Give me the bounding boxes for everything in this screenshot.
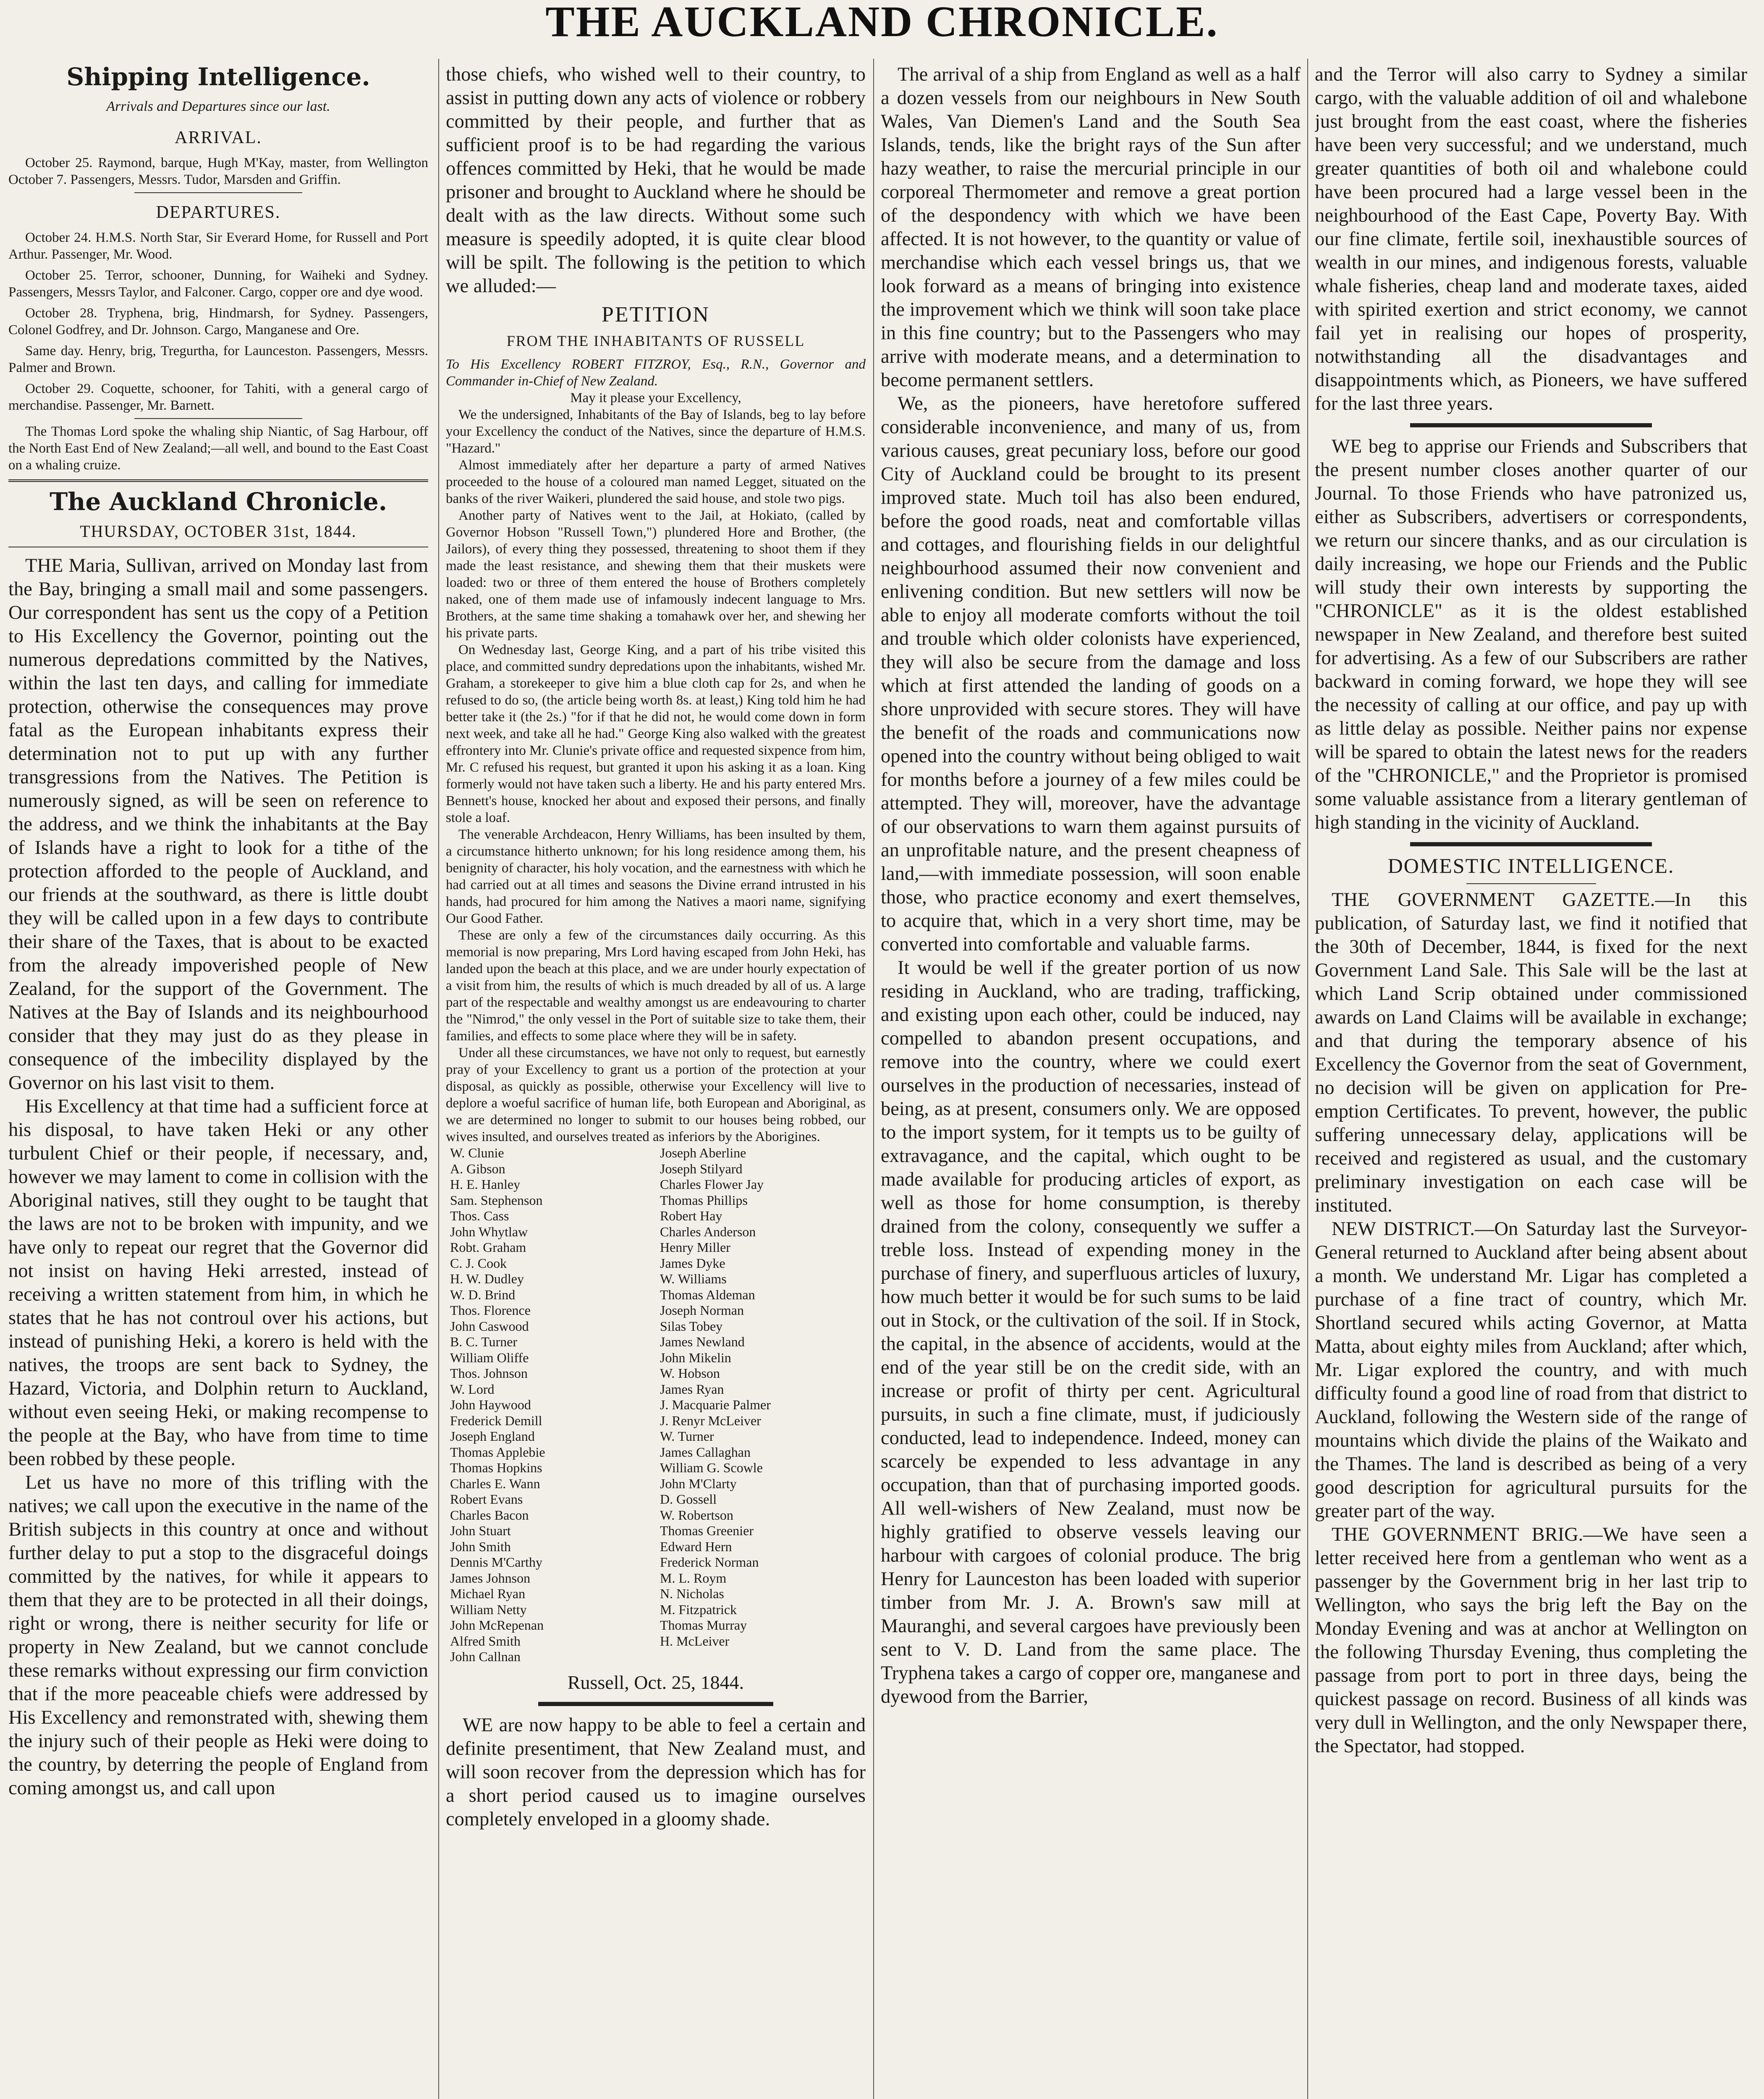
news-item-lead: THE GOVERNMENT GAZETTE.— (1332, 889, 1675, 911)
signatory-name: Robert Hay (660, 1208, 722, 1223)
signatory-name: Joseph Norman (660, 1303, 744, 1318)
signatory-name: N. Nicholas (660, 1586, 724, 1601)
signatory-name: Thomas Phillips (660, 1192, 748, 1208)
signatory-name: John Callnan (450, 1649, 521, 1664)
petition-from: FROM THE INHABITANTS OF RUSSELL (506, 332, 805, 349)
domestic-title: DOMESTIC INTELLIGENCE. (1387, 854, 1675, 877)
signatory-name: John McRepenan (450, 1617, 544, 1633)
editorial-paragraph: Let us have no more of this trifling with the natives; we call upon the executive in the name of the British subjects in this country at once and without further delay to put a stop to the disgraceful doings committed by the natives, for while it appears to them that they are to be protected in all their doings, right or wrong, there is neither security for life or property in New Zealand, but we cannot conclude these remarks without expressing our firm conviction that if the more peaceable chiefs were addressed by His Excellency and remonstrated with, shewing them the injury such of their people as Heki were doing to the country, by deterring the people of England from coming amongst us, and call upon (8, 1472, 428, 1799)
editorial-paragraph: The arrival of a ship from England as well as a half a dozen vessels from our neighbours in New South Wales, Van Diemen's Land and the South Sea Islands, tends, like the bright rays of the Sun after hazy weather, to raise the mercurial principle in our corporeal Thermometer and remove a great portion of the despondency with which we have been affected. It is not however, to the quantity or value of merchandise which each vessel brings us, that we look forward as a means of bringing into existence the improvement which we think will soon take place in this fine country; but to the Passengers who may arrive with moderate means, and a determination to become permanent settlers. (881, 64, 1301, 391)
editorial-paragraph: THE Maria, Sullivan, arrived on Monday last from the Bay, bringing a small mail and some passengers. Our correspondent has sent us the copy of a Petition to His Excellency the Governor, pointing out the numerous depredations committed by the Natives, within the last ten days, and calling for immediate protection, otherwise the consequences may prove fatal as the European inhabitants express their determination not to put up with any further transgressions from the Natives. The Petition is numerously signed, as will be seen on reference to the address, and we think the inhabitants at the Bay of Islands have a right to look for a tithe of the protection afforded to the people of Auckland, and our friends at the southward, as there is little doubt they will be called upon in a few days to contribute their share of the Taxes, that is about to be exacted from the already impoverished people of New Zealand, for the support of the Government. The Natives at the Bay of Islands and its neighbourhood consider that they may just do as they please in consequence of the imbecility displayed by the Governor on his last visit to them. (8, 555, 428, 1094)
signatory-name: William Oliffe (450, 1350, 529, 1365)
column-4 (1315, 63, 1747, 2099)
signatory-name: Silas Tobey (660, 1318, 723, 1334)
petition-paragraph: Almost immediately after her departure a party of armed Natives proceeded to the house of a coloured man named Legget, situated on the banks of the river Waikeri, plundered the said house, and stole two pigs. (446, 458, 866, 506)
signatory-name: Michael Ryan (450, 1586, 526, 1601)
signatory-name: Robert Evans (450, 1492, 523, 1507)
signatory-name: H. W. Dudley (450, 1271, 524, 1286)
signatory-name: Edward Hern (660, 1539, 732, 1554)
petition-paragraph: Another party of Natives went to the Jail, at Hokiato, (called by Governor Hobson "Russell Town,") plundered Hore and Brother, (the Jailors), of every thing they possessed, threatening to shoot them if they made the least resistance, and shewing them that their muskets were loaded: two or three of them entered the house of Brothers completely naked, one of them made use of infamously indecent language to Mrs. Brothers, at the same time shaking a tomahawk over her, and shewing her his private parts. (446, 508, 866, 641)
signatory-name: D. Gossell (660, 1492, 717, 1507)
petition-paragraph: These are only a few of the circumstances daily occurring. As this memorial is now preparing, Mrs Lord having escaped from John Heki, has landed upon the beach at this place, and we are under hourly expectation of a visit from him, the results of which is much dreaded by all of us. A large part of the respectable and wealthy amongst us are endeavouring to charter the "Nimrod," the only vessel in the Port of suitable size to take them, their families, and effects to some place where they will be in safety. (446, 928, 866, 1044)
signatory-name: Thos. Cass (450, 1208, 509, 1223)
signatory-name: Charles Anderson (660, 1224, 756, 1239)
paper-title: The Auckland Chronicle. (50, 487, 387, 516)
news-item-text: We have seen a letter received here from a gentleman who went as a passenger by the Government brig in her last trip to Wellington, who says the brig left the Bay on the Monday Evening and was at anchor at Wellington on the following Thursday Evening, thus completing the passage from port to port in three days, being the quickest passage on record. Business of all kinds was very dull in Wellington, and the only Newspaper there, the Spectator, had stopped. (1315, 1524, 1747, 1757)
signatory-name: Charles Flower Jay (660, 1177, 764, 1192)
signatory-name: W. D. Brind (450, 1287, 516, 1302)
signatory-name: Charles Bacon (450, 1507, 529, 1523)
signatory-name: Thos. Florence (450, 1303, 531, 1318)
signatory-name: Thomas Greenier (660, 1523, 754, 1538)
signatory-name: James Callaghan (660, 1444, 751, 1460)
petition-title: PETITION (602, 303, 710, 327)
departure-entry: October 24. H.M.S. North Star, Sir Everard Home, for Russell and Port Arthur. Passenger, Mr. Wood. (8, 230, 428, 262)
signatory-name: Thomas Aldeman (660, 1287, 755, 1302)
editorial-paragraph: His Excellency at that time had a sufficient force at his disposal, to have taken Heki or any other turbulent Chief or their people, if necessary, and, however we may lament to come in collision with the Aboriginal natives, still they ought to be taught that the laws are not to be broken with impunity, and we have only to repeat our regret that the Governor did not insist on having Heki arrested, instead of receiving a written statement from him, in which he states that he has not controul over his actions, but instead of punishing Heki, a korero is held with the natives, the troops are sent back to Sydney, the Hazard, Victoria, and Dolphin return to Auckland, without even seeing Heki, or making recompense to the people at the Bay, who have from time to time been robbed by these people. (8, 1096, 428, 1470)
signatory-name: John Caswood (450, 1318, 529, 1334)
signatory-name: Thomas Murray (660, 1617, 747, 1633)
signatory-name: John Mikelin (660, 1350, 731, 1365)
section-rule (8, 479, 428, 482)
news-item-lead: THE GOVERNMENT BRIG.— (1332, 1524, 1603, 1545)
column-rule (1307, 59, 1308, 2099)
signatory-name: John Whytlaw (450, 1224, 528, 1239)
signatory-name: Joseph England (450, 1429, 535, 1444)
signatory-name: M. L. Roym (660, 1570, 727, 1586)
signatory-name: W. Robertson (660, 1507, 733, 1523)
column-3 (881, 63, 1301, 2099)
editorial-paragraph: It would be well if the greater portion of us now residing in Auckland, who are trading, trafficking, and existing upon each other, could be induced, nay compelled to abandon present occupations, and remove into the country, where we could exert ourselves in the production of necessaries, instead of being, as at present, consumers only. We are opposed to the import system, for it tempts us to be guilty of extravagance, and the capital, which ought to be made available for producing articles of export, as well as those for home consumption, is thereby drained from the colony, consequently we suffer a treble loss. Instead of expending money in the purchase of finery, and superfluous articles of luxury, how much better it would be for such sums to be laid out in Stock, or the cultivation of the soil. If in Stock, the capital, in the absence of accidents, would at the end of the year still be on the credit side, with an increase or profit of thirty per cent. Agricultural pursuits, in such a fine climate, must, if judiciously conducted, lead to independence. Indeed, money can scarcely be expended to less advantage in any occupation, than that of purchasing imported goods. All well-wishers of New Zealand, must now be highly gratified to observe vessels leaving our harbour with cargoes of colonial produce. The brig Henry for Launceston has been loaded with superior timber from Mr. J. A. Brown's saw mill at Mauranghi, and several cargoes have previously been sent to V. D. Land from the same place. The Tryphena takes a cargo of copper ore, manganese and dyewood from the Barrier, (881, 957, 1301, 1707)
signatory-name: William Netty (450, 1602, 527, 1617)
signatory-name: Charles E. Wann (450, 1476, 540, 1491)
signatory-name: William G. Scowle (660, 1460, 763, 1475)
signatory-name: W. Clunie (450, 1145, 504, 1160)
signatory-name: Henry Miller (660, 1240, 730, 1255)
signatory-name: John M'Clarty (660, 1476, 737, 1491)
departure-entry: October 28. Tryphena, brig, Hindmarsh, for Sydney. Passengers, Colonel Godfrey, and Dr. Johnson. Cargo, Manganese and Ore. (8, 306, 428, 338)
arrival-entry: October 25. Raymond, barque, Hugh M'Kay, master, from Wellington October 7. Passengers, Messrs. Tudor, Marsden and Griffin. (8, 155, 428, 187)
notice-paragraph: WE beg to apprise our Friends and Subscribers that the present number closes another quarter of our Journal. To those Friends who have patronized us, either as Subscribers, advertisers or correspondents, we return our sincere thanks, and as our circulation is daily increasing, we hope our Friends and the Public will study their own interests by supporting the "CHRONICLE" as it is the oldest established newspaper in New Zealand, and therefore best suited for advertising. As a few of our Subscribers are rather backward in coming forward, we hope they will see the necessity of calling at our office, and pay up with as little delay as possible. Neither pains nor expense will be spared to obtain the latest news for the readers of the "CHRONICLE," and the Proprietor is promised some valuable assistance from a literary gentleman of high standing in the vicinity of Auckland. (1315, 436, 1747, 833)
signatory-name: Joseph Aberline (660, 1145, 746, 1160)
departure-entry: October 25. Terror, schooner, Dunning, for Waiheki and Sydney. Passengers, Messrs Taylor, and Falconer. Cargo, copper ore and dye wood. (8, 268, 428, 300)
signatory-name: J. Macquarie Palmer (660, 1397, 771, 1412)
news-item-lead: NEW DISTRICT.— (1332, 1218, 1494, 1240)
shipping-title: Shipping Intelligence. (66, 63, 370, 91)
signatory-name: Frederick Demill (450, 1413, 542, 1428)
petition-paragraph: The venerable Archdeacon, Henry Williams, has been insulted by them, a circumstance hitherto unknown; for his long residence among them, his benignity of character, his holy vocation, and the earnestness with which he had carried out at all times and seasons the Divine errand intrusted in his hands, had procured for him among the Natives a maori name, signifying Our Good Father. (446, 827, 866, 926)
whaling-note: The Thomas Lord spoke the whaling ship Niantic, of Sag Harbour, off the North East End of New Zealand;—all well, and bound to the East Coast on a whaling cruize. (8, 424, 428, 473)
petition-address: To His Excellency ROBERT FITZROY, Esq., R.N., Governor and Commander in-Chief of New Zealand. (446, 357, 866, 389)
signatory-name: C. J. Cook (450, 1255, 507, 1271)
signatory-name: James Ryan (660, 1381, 724, 1397)
column-1 (8, 63, 428, 2099)
dateline: THURSDAY, OCTOBER 31st, 1844. (8, 520, 428, 547)
signatories-left (446, 1145, 656, 1665)
signatory-name: James Dyke (660, 1255, 725, 1271)
editorial (8, 554, 428, 1800)
column-2 (446, 63, 866, 2099)
signatory-name: H. McLeiver (660, 1633, 730, 1649)
divider (134, 192, 302, 193)
signatory-name: A. Gibson (450, 1161, 505, 1176)
departure-entry: October 29. Coquette, schooner, for Tahiti, with a general cargo of merchandise. Passenger, Mr. Barnett. (8, 381, 428, 413)
signatory-name: Alfred Smith (450, 1633, 521, 1649)
signatory-name: Dennis M'Carthy (450, 1555, 542, 1570)
signatory-name: Sam. Stephenson (450, 1192, 543, 1208)
editorial (881, 63, 1301, 1709)
arrival-heading: ARRIVAL. (175, 128, 262, 147)
signatory-name: M. Fitzpatrick (660, 1602, 737, 1617)
departures-heading: DEPARTURES. (156, 203, 281, 222)
news-item-text: On Saturday last the Surveyor-General returned to Auckland after being absent about a month. We understand Mr. Ligar has completed a purchase of a fine tract of country, which Mr. Shortland secured whils acting Governor, at Matta Matta, about eighty miles from Auckland; after which, Mr. Ligar explored the country, and with much difficulty found a good line of road from that district to Auckland, following the Western side of the range of mountains which divide the plains of the Waikato and the Thames. The land is described as being of a very good description for agricultural pursuits for the greater part of the way. (1315, 1218, 1747, 1522)
petition-body (446, 406, 866, 1145)
signatory-name: W. Turner (660, 1429, 714, 1444)
departure-entry: Same day. Henry, brig, Tregurtha, for Launceston. Passengers, Messrs. Palmer and Brown. (8, 343, 428, 375)
column-rule (438, 59, 439, 2099)
signatory-name: W. Hobson (660, 1366, 720, 1381)
signatory-name: Thos. Johnson (450, 1366, 528, 1381)
signatory-name: W. Lord (450, 1381, 495, 1397)
signatory-name: John Stuart (450, 1523, 511, 1538)
signatories-right (656, 1145, 866, 1665)
news-item-text: In this publication, of Saturday last, we find it notified that the 30th of December, 1844, is fixed for the next Government Land Sale. This Sale will be the last at which Land Scrip obtained under commissioned awards on Land Claims will be available in exchange; and that during the temporary absence of his Excellency the Governor from the seat of Government, no decision will be given on application for Pre-emption Certificates. To prevent, however, the public suffering unnecessary delay, applications will be received and registered as usual, and the customary preliminary investigation on each case will be instituted. (1315, 889, 1747, 1216)
signatory-name: H. E. Hanley (450, 1177, 521, 1192)
signatory-name: W. Williams (660, 1271, 727, 1286)
section-rule (1410, 842, 1652, 846)
signatory-name: Frederick Norman (660, 1555, 759, 1570)
petition-paragraph: We the undersigned, Inhabitants of the Bay of Islands, beg to lay before your Excellency the conduct of the Natives, since the departure of H.M.S. "Hazard." (446, 407, 866, 456)
shipping-subtitle: Arrivals and Departures since our last. (106, 99, 330, 114)
petition-paragraph: On Wednesday last, George King, and a part of his tribe visited this place, and committed sundry depredations upon the inhabitants, wished Mr. Graham, a storekeeper to give him a blue cloth cap for 2s, and when he refused to do so, (the article being worth 8s. at least,) King told him he had better take it (the 2s.) "for if that he did not, he would come down in form next week, and take all he had." George King also walked with the greatest effrontery into Mr. Clunie's private office and requested sixpence from him, Mr. C refused his request, but granted it upon his asking it as a loan. King formerly would not have taken such a liberty. He and his party entered Mrs. Bennett's house, knocked her about and exposed their persons, and finally stole a loaf. (446, 642, 866, 825)
signatory-name: Thomas Applebie (450, 1444, 545, 1460)
signatory-name: James Newland (660, 1334, 745, 1349)
news-item (1315, 1217, 1747, 1523)
editorial-paragraph: and the Terror will also carry to Sydney a similar cargo, with the valuable addition of oil and whalebone just brought from the east coast, where the fisheries have been very successful; and we understand, much greater quantities of both oil and whalebone could have been procured had a large vessel been in the neighbourhood of the East Cape, Poverty Bay. With our fine climate, fertile soil, inexhaustible sources of wealth in our mines, and indigenous forests, valuable whale fisheries, cheap land and moderate taxes, aided with spirited exertion and strict economy, we cannot fail yet in realising our hopes of prosperity, notwithstanding all the disadvantages and disappointments which, as Pioneers, we have suffered for the last three years. (1315, 64, 1747, 414)
signatory-name: John Haywood (450, 1397, 531, 1412)
signatory-name: John Smith (450, 1539, 511, 1554)
editorial-paragraph: We, as the pioneers, have heretofore suffered considerable inconvenience, and many of us, from various causes, great pecuniary loss, before our good City of Auckland could be brought to its present improved state. Much toil has also been endured, before the good roads, neat and comfortable villas and cottages, and flourishing fields in our delightful neighbourhood assumed their now convenient and enlivening condition. But new settlers will now be able to enjoy all moderate comforts without the toil and trouble which older colonists have experienced, they will also be secure from the damage and loss which at first attended the landing of goods on a shore unprovided with secure stores. They will have the benefit of the roads and communications now opened into the country without being obliged to wait for months before a journey of a few miles could be attempted. They will, moreover, have the advantage of our observations to warn them against pursuits of an unprofitable nature, and the present cheapness of land,—with immediate possession, will soon enable those, who practice economy and exert themselves, to acquire that, which in a very short time, may be converted into comfortable and valuable farms. (881, 393, 1301, 955)
signatories (446, 1145, 866, 1665)
divider (1466, 883, 1596, 884)
news-item (1315, 1523, 1747, 1758)
news-item (1315, 888, 1747, 1217)
signatory-name: Thomas Hopkins (450, 1460, 542, 1475)
signatory-name: Joseph Stilyard (660, 1161, 743, 1176)
editorial-continued: those chiefs, who wished well to their country, to assist in putting down any acts of violence or robbery committed by their people, and further that as sufficient proof is to be had regarding the various offences committed by Heki, that he would be made prisoner and brought to Auckland where he should be dealt with as the law directs. Without some such measure is speedily adopted, it is quite clear blood will be spilt. The following is the petition to which we alluded:— (446, 64, 866, 297)
section-rule (538, 1702, 773, 1706)
divider (134, 418, 302, 419)
petition-signoff: Russell, Oct. 25, 1844. (567, 1671, 744, 1693)
section-rule (1410, 423, 1652, 427)
petition-salutation: May it please your Excellency, (570, 390, 741, 406)
signatory-name: J. Renyr McLeiver (660, 1413, 761, 1428)
signatory-name: James Johnson (450, 1570, 531, 1586)
signatory-name: Robt. Graham (450, 1240, 526, 1255)
petition-paragraph: Under all these circumstances, we have not only to request, but earnestly pray of your Excellency to grant us a portion of the protection at your disposal, as quickly as possible, otherwise your Excellency will live to deplore a woeful sacrifice of human life, both European and Aboriginal, as we are determined no longer to submit to our houses being robbed, our wives insulted, and ourselves treated as inferiors by the Aborigines. (446, 1045, 866, 1144)
editorial-paragraph: WE are now happy to be able to feel a certain and definite presentiment, that New Zealand must, and will soon recover from the depression which has for a short period caused us to imagine ourselves completely enveloped in a gloomy shade. (446, 1714, 866, 1830)
masthead: THE AUCKLAND CHRONICLE. (545, 0, 1219, 46)
signatory-name: B. C. Turner (450, 1334, 518, 1349)
column-rule (873, 59, 874, 2099)
